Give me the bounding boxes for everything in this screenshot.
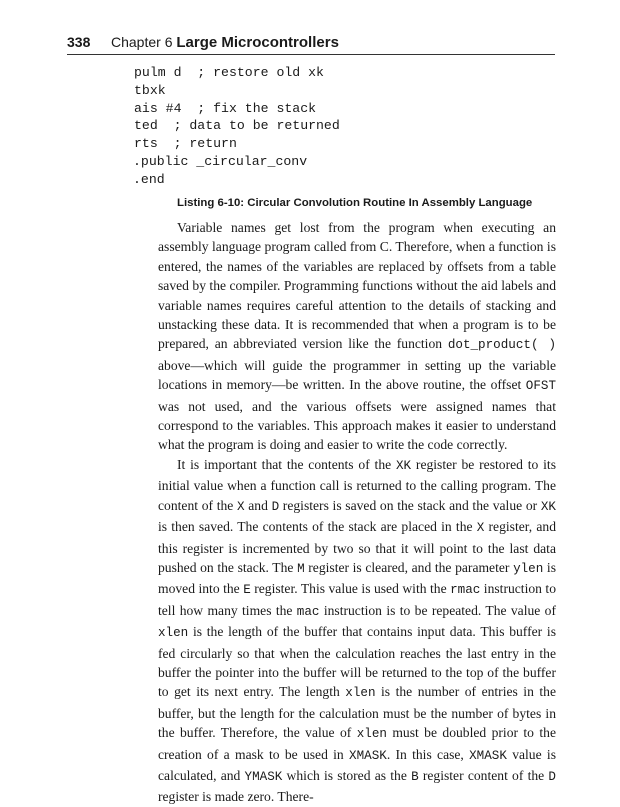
code-term: X — [237, 499, 245, 514]
text-run: register content of the — [418, 767, 549, 783]
text-run: registers is saved on the stack and the value or — [279, 497, 541, 513]
code-term: D — [548, 769, 556, 784]
page-number: 338 — [67, 34, 91, 50]
code-term: XK — [395, 458, 412, 473]
code-line: ted ; data to be returned — [134, 118, 340, 134]
code-term: ylen — [513, 561, 544, 576]
code-term: xlen — [158, 626, 189, 641]
code-line: ais #4 ; fix the stack — [134, 100, 317, 116]
listing-caption: Listing 6-10: Circular Convolution Routine In Assembly Language — [177, 197, 533, 209]
code-term: mac — [296, 604, 320, 619]
code-term: rmac — [450, 583, 481, 598]
chapter-prefix: Chapter 6 — [111, 34, 173, 50]
code-term: dot_product( ) — [447, 338, 556, 353]
paragraph — [158, 218, 556, 455]
text-run: register be restored to its initial value when a function call is returned to the calling program. The content of the — [158, 456, 556, 513]
paragraph — [158, 455, 556, 807]
code-line: .end — [133, 171, 165, 187]
code-term: B — [411, 769, 419, 784]
code-line: pulm d ; restore old xk — [134, 65, 324, 80]
text-run: was not used, and the various offsets were assigned names that correspond to the variables. This approach makes it easier to understand what the program is doing and easier to write the code correctly. — [158, 398, 556, 453]
text-run: . In this case, — [386, 746, 470, 762]
text-run: register is made zero. There- — [158, 789, 314, 805]
text-run: and — [244, 497, 272, 513]
code-term: YMASK — [244, 769, 283, 784]
text-run: is the number of entries in the buffer, but the length for the calculation must be the number of bytes in the buffer. Therefore, the value of — [158, 684, 556, 741]
code-term: D — [271, 499, 280, 514]
text-run: is moved into the — [158, 559, 556, 597]
code-term: XMASK — [469, 748, 507, 763]
text-run: is the length of the buffer that contains input data. This buffer is fed circularly so that when the calculation reaches the last entry in the buffer the pointer into the buffer will be returned to the top of the buffer to get its next entry. The length — [158, 624, 556, 700]
page-header — [67, 28, 555, 55]
text-run: value is calculated, and — [158, 746, 556, 783]
text-run: register. This value is used with the — [250, 581, 451, 597]
code-line: tbxk — [134, 82, 166, 98]
text-run: register, and this register is incremented by two so that it will point to the last data pushed on the stack. The — [158, 519, 556, 575]
text-run: must be doubled prior to the creation of a mask to be used in — [158, 725, 556, 762]
code-term: M — [297, 561, 305, 576]
text-run: Variable names get lost from the program when executing an assembly language program called from C. Therefore, when a function is entered, the names of the variables are replaced by offsets from a table saved by the compiler. Programming functions without the aid labels and variable names requires careful attention to the details of stacking and unstacking these data. It is recommended that when a program is to be prepared, an abbreviated version like the function — [158, 220, 556, 352]
text-run: It is important that the contents of the — [177, 456, 396, 472]
code-term: XMASK — [349, 748, 387, 763]
code-line: .public _circular_conv — [133, 153, 308, 169]
code-term: E — [243, 583, 251, 598]
code-term: xlen — [345, 686, 376, 701]
code-term: xlen — [356, 727, 387, 742]
text-run: instruction is to be repeated. The value of — [319, 602, 556, 618]
code-line: rts ; return — [134, 136, 237, 152]
code-term: XK — [540, 499, 556, 514]
code-listing — [134, 64, 340, 189]
text-run: is then saved. The contents of the stack are placed in the — [158, 519, 477, 535]
text-run: register is cleared, and the parameter — [304, 559, 514, 575]
code-term: OFST — [525, 379, 556, 394]
code-term: X — [476, 521, 485, 536]
body-text — [158, 218, 556, 807]
text-run: which is stored as the — [282, 767, 412, 783]
text-run: instruction to tell how many times the — [158, 581, 556, 618]
chapter-title: Large Microcontrollers — [176, 34, 339, 51]
text-run: above—which will guide the programmer in setting up the variable locations in memory—be written. In the above routine, the offset — [158, 357, 556, 393]
chapter-heading — [111, 34, 339, 51]
